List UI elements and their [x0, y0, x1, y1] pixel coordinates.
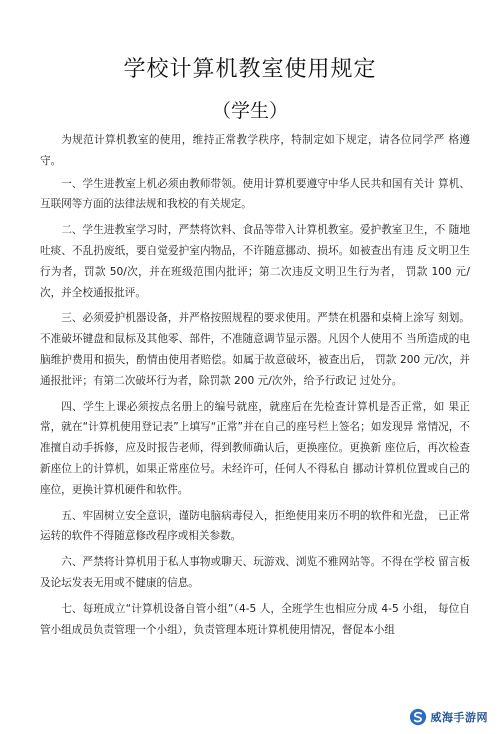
page-subtitle: （学生） — [211, 100, 288, 122]
s-logo-icon — [409, 708, 427, 726]
rule-paragraph-5: 五、牢固树立安全意识，谨防电脑病毒侵入，拒绝使用来历不明的软件和光盘， 已正常运转的软件不得随意修改程序或相关参数。 — [40, 509, 470, 543]
rule-paragraph-7: 七、每班成立“计算机设备自管小组”（4-5 人，全班学生也相应分成 4-5 小组， 每位自管小组成员负责管理一个小组），负责管理本班计算机使用情况，督促本小组 — [40, 602, 470, 636]
document-body — [40, 130, 470, 645]
page-title: 学校计算机教室使用规定 — [123, 57, 377, 82]
rule-paragraph-6: 六、严禁将计算机用于私人事物或聊天、玩游戏、浏览不雅网站等。不得在学校 留言板及论坛发表无用或不健康的信息。 — [40, 556, 470, 589]
rule-paragraph-2: 二、学生进教室学习时，严禁将饮料、食品等带入计算机教室。爱护教室卫生，不 随地吐痰、不乱扔废纸，要自觉爱护室内物品，不许随意挪动、损坏。如被查出有违 反文明卫生行为者，罚款 50/次，并在班级范围内批评；第二次违反文明卫生行为者， 罚款 100 元/次，并全校通报批评。 — [40, 224, 470, 299]
rule-paragraph-4: 四、学生上课必须按点名册上的编号就座，就座后在先检查计算机是否正常，如 果正常，就在“计算机使用登记表”上填写“正常”并在自己的座号栏上签名；如发现异 常情况，不准擅自动手拆修，应及时报告老师，得到教师确认后，更换座位。更换新 座位后，再次检查新座位上的计算机，如果正常座位号。未经许可，任何人不得私自 挪动计算机位置或自己的座位，更换计算机硬件和软件。 — [40, 400, 470, 496]
watermark-text: 威海手游网 — [430, 711, 488, 724]
rule-paragraph-1: 一、学生进教室上机必须由教师带领。使用计算机要遵守中华人民共和国有关计 算机、互联网等方面的法律法规和我校的有关规定。 — [40, 177, 470, 211]
intro-paragraph: 为规范计算机教室的使用，维持正常教学秩序，特制定如下规定，请各位同学严 格遵守。 — [40, 134, 470, 167]
rule-paragraph-3: 三、必须爱护机器设备，并严格按照规程的要求使用。严禁在机器和桌椅上涂写 刻划。不准破坏键盘和鼠标及其他零、部件，不准随意调节显示器。凡因个人使用不 当所造成的电脑维护费用和损失，酌情由使用者赔偿。如属于故意破坏，被查出后， 罚款 200 元/次，并通报批评；有第二次破坏行为者，除罚款 200 元/次外，给予行政记 过处分。 — [40, 312, 470, 387]
site-watermark — [407, 706, 495, 728]
